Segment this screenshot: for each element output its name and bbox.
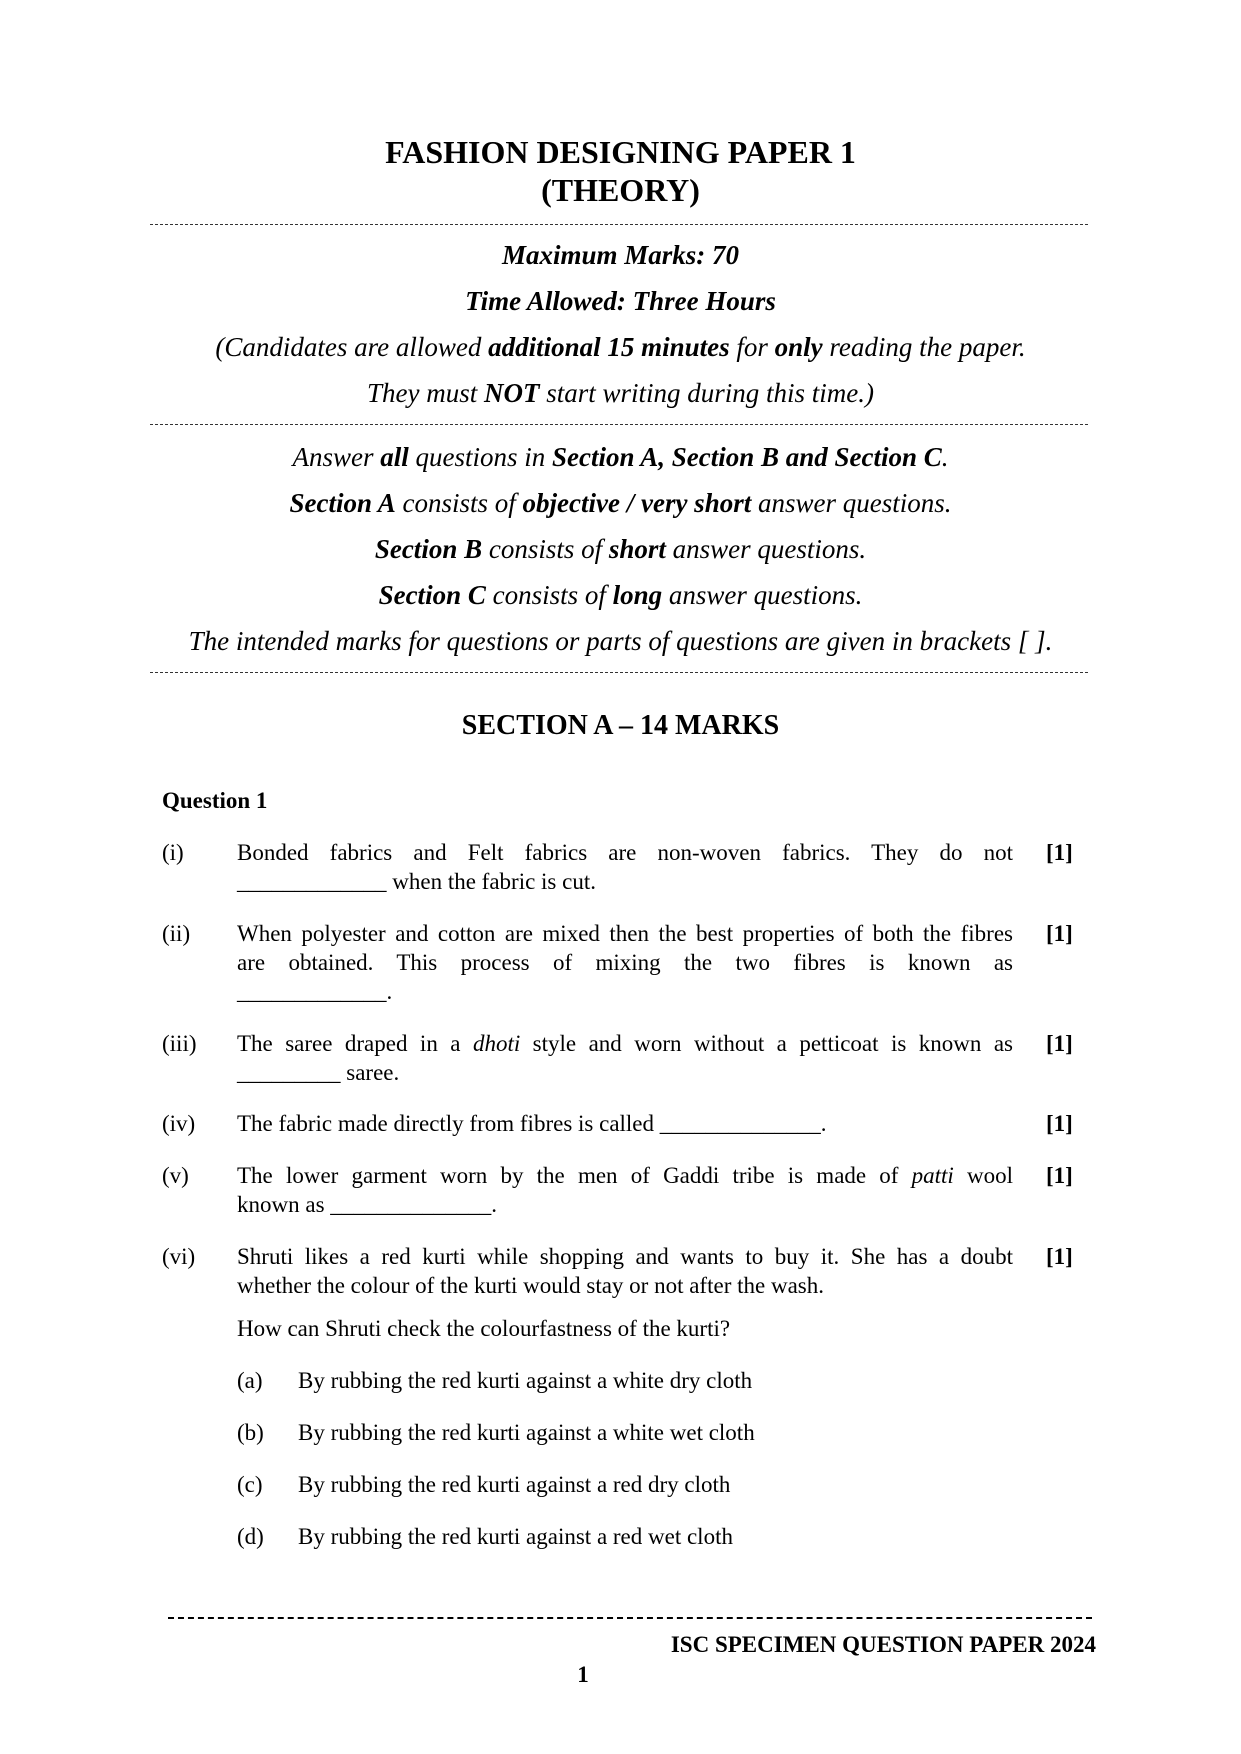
item-number: (v) <box>162 1163 189 1188</box>
question-line: The fabric made directly from fibres is called ______________. <box>237 1111 827 1136</box>
question-line: _________ saree. <box>237 1060 400 1085</box>
question-line: When polyester and cotton are mixed then the best properties of both the fibres <box>237 921 1013 946</box>
item-number: (iv) <box>162 1111 196 1136</box>
question-line: whether the colour of the kurti would stay or not after the wash. <box>237 1273 824 1298</box>
marks-badge: [1] <box>1046 840 1073 865</box>
item-number: (iii) <box>162 1031 197 1056</box>
option-text: By rubbing the red kurti against a red wet cloth <box>298 1524 733 1549</box>
question-1-label: Question 1 <box>162 788 268 813</box>
question-text <box>237 1161 1013 1219</box>
time-allowed: Time Allowed: Three Hours <box>465 286 776 316</box>
question-line: _____________. <box>237 979 393 1004</box>
item-number: (ii) <box>162 921 191 946</box>
marks-badge: [1] <box>1046 1111 1073 1136</box>
question-line: known as ______________. <box>237 1192 498 1217</box>
instruction-line-5: The intended marks for questions or parts of questions are given in brackets [ ]. <box>188 626 1053 656</box>
marks-badge: [1] <box>1046 921 1073 946</box>
section-a-heading: SECTION A – 14 MARKS <box>461 710 780 741</box>
max-marks: Maximum Marks: 70 <box>501 240 740 270</box>
paper-subtitle: (THEORY) <box>541 172 700 208</box>
marks-badge: [1] <box>1046 1163 1073 1188</box>
question-text <box>237 838 1013 896</box>
question-line: _____________ when the fabric is cut. <box>237 869 596 894</box>
option-label: (d) <box>237 1524 264 1549</box>
question-text <box>237 1029 1013 1087</box>
footer-paper-name: ISC SPECIMEN QUESTION PAPER 2024 <box>670 1632 1096 1657</box>
instruction-line-3: Section B consists of short answer questions. <box>374 534 867 564</box>
option-text: By rubbing the red kurti against a white dry cloth <box>298 1368 753 1393</box>
question-text <box>237 919 1013 1006</box>
question-line: The saree draped in a dhoti style and worn without a petticoat is known as <box>237 1031 1013 1056</box>
marks-badge: [1] <box>1046 1031 1073 1056</box>
option-text: By rubbing the red kurti against a red dry cloth <box>298 1472 731 1497</box>
divider-2 <box>150 424 1088 425</box>
divider-3 <box>150 672 1088 673</box>
question-prompt: How can Shruti check the colourfastness of the kurti? <box>237 1316 731 1341</box>
instruction-line-4: Section C consists of long answer questions. <box>378 580 863 610</box>
footer-divider <box>168 1617 1092 1619</box>
question-line: The lower garment worn by the men of Gaddi tribe is made of patti wool <box>237 1163 1013 1188</box>
marks-badge: [1] <box>1046 1244 1073 1269</box>
item-number: (vi) <box>162 1244 196 1269</box>
reading-time-note-line2: They must NOT start writing during this time.) <box>366 378 875 408</box>
divider-1 <box>150 224 1088 225</box>
instruction-line-2: Section A consists of objective / very short answer questions. <box>289 488 952 518</box>
page-number: 1 <box>577 1662 589 1687</box>
instruction-line-1: Answer all questions in Section A, Section B and Section C. <box>292 442 949 472</box>
option-label: (c) <box>237 1472 263 1497</box>
option-text: By rubbing the red kurti against a white wet cloth <box>298 1420 755 1445</box>
item-number: (i) <box>162 840 184 865</box>
option-label: (b) <box>237 1420 264 1445</box>
reading-time-note-line1: (Candidates are allowed additional 15 minutes for only reading the paper. <box>215 332 1026 362</box>
question-text <box>237 1242 1013 1300</box>
question-line: Bonded fabrics and Felt fabrics are non-woven fabrics. They do not <box>237 840 1013 865</box>
question-line: Shruti likes a red kurti while shopping and wants to buy it. She has a doubt <box>237 1244 1013 1269</box>
paper-title: FASHION DESIGNING PAPER 1 <box>385 134 856 170</box>
question-text <box>237 1109 1013 1138</box>
option-label: (a) <box>237 1368 263 1393</box>
question-line: are obtained. This process of mixing the two fibres is known as <box>237 950 1013 975</box>
